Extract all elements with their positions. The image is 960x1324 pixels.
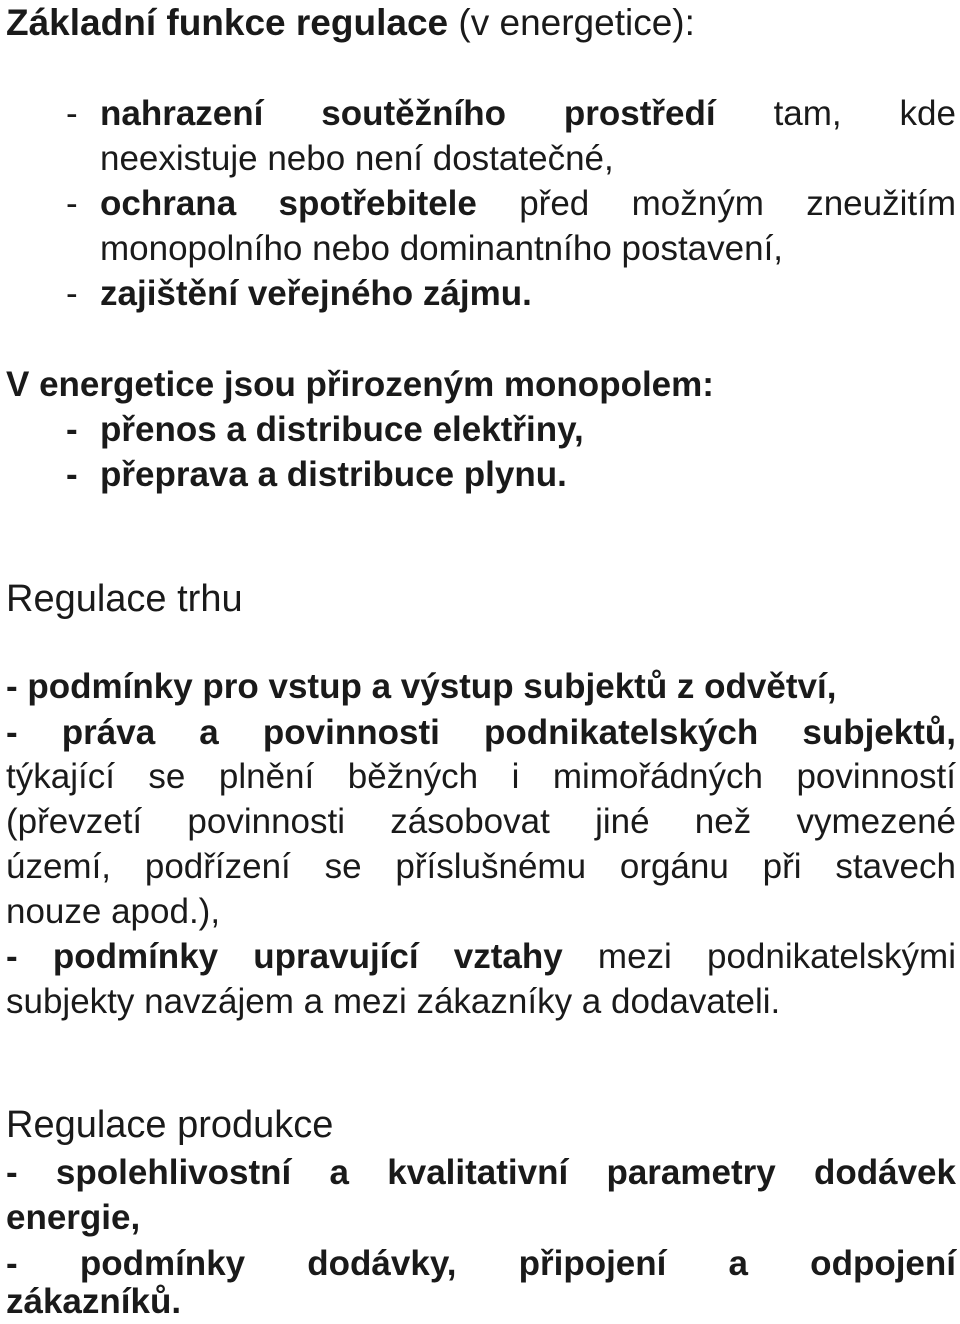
list-item: přeprava a distribuce plynu. (100, 455, 567, 494)
bullet-dash: - (66, 184, 78, 223)
item-bold: - podmínky upravující vztahy (6, 937, 563, 976)
section4-heading: Regulace produkce (6, 1104, 334, 1146)
list-item-continuation: území, podřízení se příslušnému orgánu při stavech (6, 847, 956, 886)
section1-title (6, 0, 695, 45)
list-item-continuation: týkající se plnění běžných i mimořádných povinností (6, 757, 956, 796)
item-rest: před možným zneužitím (519, 184, 956, 223)
bullet-dash: - (66, 94, 78, 133)
section1-title-rest: (v energetice): (448, 2, 695, 43)
list-item-continuation: subjekty navzájem a mezi zákazníky a dodavateli. (6, 982, 781, 1021)
list-item: - podmínky dodávky, připojení a odpojení (6, 1244, 956, 1283)
list-item: přenos a distribuce elektřiny, (100, 410, 584, 449)
list-item: - práva a povinnosti podnikatelských subjektů, (6, 713, 956, 752)
list-item-continuation: neexistuje nebo není dostatečné, (100, 139, 614, 178)
list-item-continuation: (převzetí povinnosti zásobovat jiné než vymezené (6, 802, 956, 841)
item-rest: mezi podnikatelskými (597, 937, 956, 976)
list-item-continuation: energie, (6, 1198, 141, 1237)
list-item-continuation: nouze apod.), (6, 892, 221, 931)
section1-title-bold: Základní funkce regulace (6, 2, 449, 43)
item-bold: ochrana spotřebitele (100, 184, 477, 223)
item-rest: tam, kde (773, 94, 956, 133)
bullet-dash: - (66, 274, 78, 313)
section3-heading: Regulace trhu (6, 578, 243, 620)
list-item (100, 181, 956, 226)
list-item (100, 91, 956, 136)
list-item-continuation: monopolního nebo dominantního postavení, (100, 229, 784, 268)
bullet-dash: - (66, 455, 78, 494)
section2-heading: V energetice jsou přirozeným monopolem: (6, 365, 714, 404)
list-item: zajištění veřejného zájmu. (100, 274, 532, 313)
list-item: - spolehlivostní a kvalitativní parametry dodávek (6, 1153, 956, 1192)
bullet-dash: - (66, 410, 78, 449)
item-bold: nahrazení soutěžního prostředí (100, 94, 716, 133)
list-item (6, 934, 956, 979)
list-item: - podmínky pro vstup a výstup subjektů z odvětví, (6, 667, 837, 706)
list-item-continuation: zákazníků. (6, 1282, 182, 1321)
